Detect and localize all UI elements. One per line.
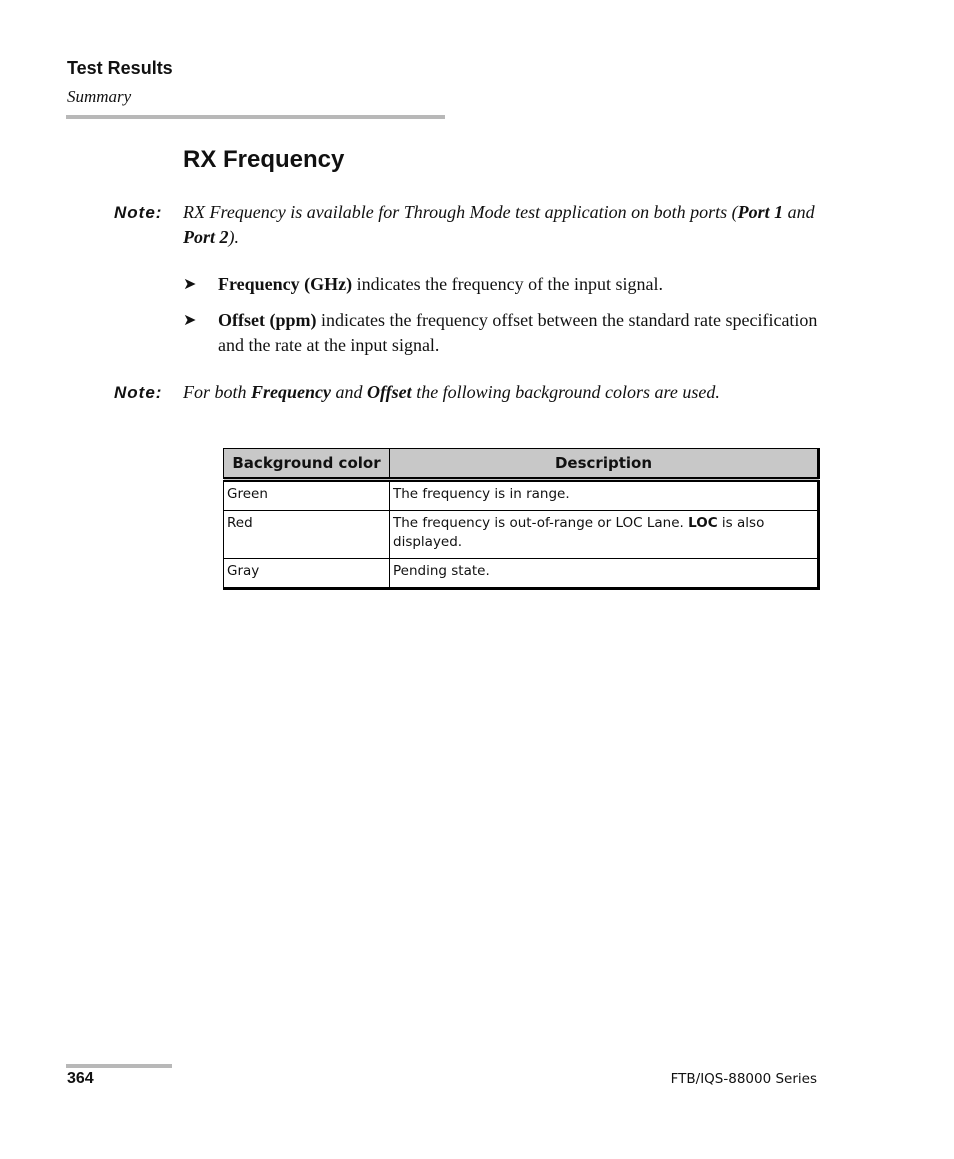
bullet-frequency bbox=[183, 272, 833, 297]
table-row bbox=[224, 480, 819, 511]
note-label: Note: bbox=[114, 203, 163, 222]
emphasized-text: Frequency bbox=[251, 382, 332, 402]
bullet-offset bbox=[183, 308, 833, 358]
text-run: ). bbox=[228, 227, 240, 247]
note-text bbox=[183, 200, 834, 250]
running-header-title: Test Results bbox=[67, 58, 173, 78]
arrow-bullet-icon: ➤ bbox=[183, 312, 197, 329]
emphasized-text: LOC bbox=[688, 515, 718, 531]
product-name: FTB/IQS-88000 Series bbox=[670, 1071, 817, 1087]
table-row bbox=[224, 511, 819, 559]
text-run: and bbox=[331, 382, 368, 402]
text-run: RX Frequency is available for Through Mode test application on both ports ( bbox=[183, 202, 738, 222]
bullet-term: Frequency (GHz) bbox=[218, 274, 353, 294]
emphasized-text: Offset bbox=[367, 382, 412, 402]
note-port-availability bbox=[114, 200, 834, 250]
arrow-bullet-icon: ➤ bbox=[183, 276, 197, 293]
emphasized-text: Port 1 bbox=[737, 202, 784, 222]
description-cell bbox=[390, 559, 819, 589]
table-row bbox=[224, 559, 819, 589]
text-run: the following background colors are used. bbox=[411, 382, 720, 402]
note-background-colors bbox=[114, 380, 834, 405]
emphasized-text: Port 2 bbox=[183, 227, 229, 247]
background-color-table bbox=[223, 448, 820, 590]
text-run: is also displayed. bbox=[393, 515, 765, 550]
page-number: 364 bbox=[67, 1070, 94, 1087]
text-run: For both bbox=[183, 382, 252, 402]
bullet-text bbox=[218, 308, 833, 358]
bullet-text bbox=[218, 272, 833, 297]
text-run: and bbox=[783, 202, 815, 222]
column-header-description: Description bbox=[390, 449, 819, 480]
section-heading: RX Frequency bbox=[183, 146, 345, 173]
bullet-term: Offset (ppm) bbox=[218, 310, 317, 330]
column-header-background-color: Background color bbox=[224, 449, 390, 480]
bullet-description: indicates the frequency of the input signal. bbox=[352, 274, 664, 294]
text-run: The frequency is out-of-range or LOC Lane. bbox=[393, 515, 689, 531]
color-cell: Gray bbox=[224, 559, 390, 589]
note-label: Note: bbox=[114, 383, 163, 402]
color-cell: Green bbox=[224, 480, 390, 511]
bullet-description: indicates the frequency offset between the standard rate specification and the rate at the input signal. bbox=[218, 310, 818, 355]
description-cell bbox=[390, 480, 819, 511]
color-cell: Red bbox=[224, 511, 390, 559]
table-header-row bbox=[224, 449, 819, 480]
footer-divider bbox=[66, 1064, 172, 1068]
text-run: Pending state. bbox=[393, 563, 490, 579]
running-header-subtitle: Summary bbox=[67, 87, 132, 106]
description-cell bbox=[390, 511, 819, 559]
header-divider bbox=[66, 115, 445, 119]
note-text bbox=[183, 380, 834, 405]
text-run: The frequency is in range. bbox=[393, 486, 570, 502]
